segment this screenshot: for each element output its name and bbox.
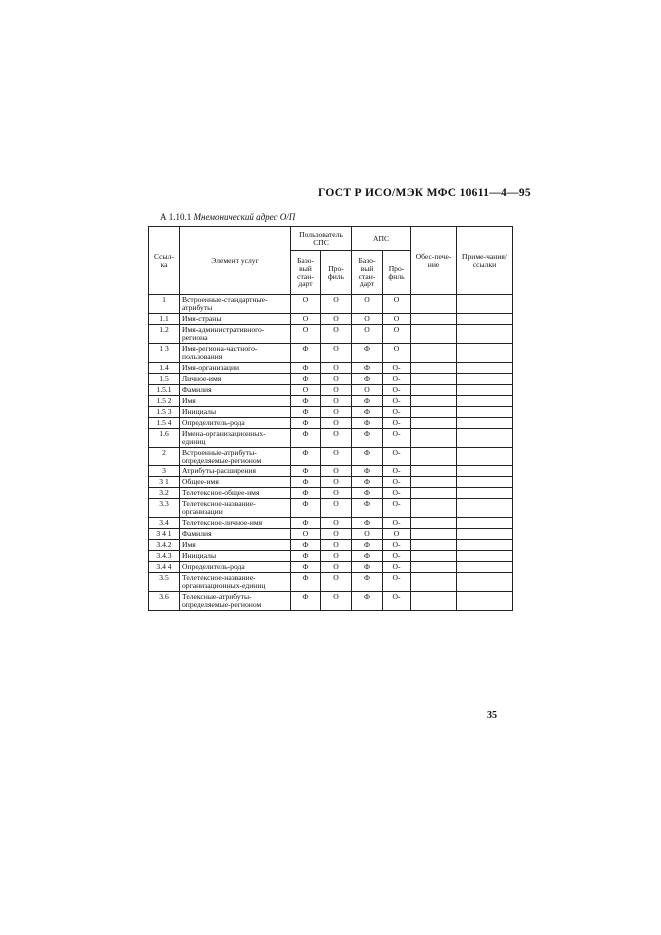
header-aps-group: АПС xyxy=(352,227,411,251)
row-provision xyxy=(411,324,457,343)
row-aps-base: О xyxy=(352,295,383,314)
row-notes xyxy=(457,324,513,343)
row-provision xyxy=(411,428,457,447)
table-row xyxy=(149,373,513,384)
table-row xyxy=(149,488,513,499)
row-ref: 2 xyxy=(149,447,180,466)
row-provision xyxy=(411,406,457,417)
row-aps-profile: О- xyxy=(383,540,411,551)
table-row xyxy=(149,395,513,406)
header-element: Элемент услуг xyxy=(180,227,291,295)
row-aps-base: Ф xyxy=(352,343,383,362)
row-notes xyxy=(457,395,513,406)
row-ref: 1.5 3 xyxy=(149,406,180,417)
row-element: Телетексное-личное-имя xyxy=(180,518,291,529)
table-row xyxy=(149,529,513,540)
row-ref: 3.2 xyxy=(149,488,180,499)
row-aps-base: О xyxy=(352,384,383,395)
table-row xyxy=(149,343,513,362)
table-row xyxy=(149,362,513,373)
row-aps-base: Ф xyxy=(352,540,383,551)
table-row xyxy=(149,573,513,592)
row-notes xyxy=(457,499,513,518)
row-aps-profile: О xyxy=(383,313,411,324)
row-ref: 1.5 4 xyxy=(149,417,180,428)
row-user-profile: О xyxy=(321,477,352,488)
row-provision xyxy=(411,573,457,592)
table-row xyxy=(149,540,513,551)
row-provision xyxy=(411,551,457,562)
row-provision xyxy=(411,499,457,518)
row-element: Телетексное-название-организационных-единиц xyxy=(180,573,291,592)
row-element: Имя xyxy=(180,395,291,406)
row-notes xyxy=(457,295,513,314)
row-aps-profile: О- xyxy=(383,466,411,477)
row-aps-base: Ф xyxy=(352,592,383,611)
row-provision xyxy=(411,295,457,314)
row-user-profile: О xyxy=(321,395,352,406)
row-user-base: Ф xyxy=(291,573,321,592)
row-user-base: О xyxy=(291,324,321,343)
row-element: Атрибуты-расширения xyxy=(180,466,291,477)
row-notes xyxy=(457,573,513,592)
row-aps-base: Ф xyxy=(352,406,383,417)
row-element: Инициалы xyxy=(180,406,291,417)
row-ref: 1 3 xyxy=(149,343,180,362)
row-notes xyxy=(457,529,513,540)
row-user-base: Ф xyxy=(291,592,321,611)
row-aps-profile: О xyxy=(383,324,411,343)
row-aps-base: О xyxy=(352,324,383,343)
mnemonic-address-table xyxy=(148,226,513,611)
row-aps-base: Ф xyxy=(352,499,383,518)
row-aps-profile: О xyxy=(383,343,411,362)
row-user-profile: О xyxy=(321,373,352,384)
table-row xyxy=(149,295,513,314)
row-user-profile: О xyxy=(321,324,352,343)
row-provision xyxy=(411,313,457,324)
row-aps-profile: О- xyxy=(383,562,411,573)
table-row xyxy=(149,384,513,395)
row-ref: 3.5 xyxy=(149,573,180,592)
row-element: Имя-страны xyxy=(180,313,291,324)
row-element: Имя-региона-частного-пользования xyxy=(180,343,291,362)
row-aps-base: Ф xyxy=(352,447,383,466)
row-provision xyxy=(411,395,457,406)
row-notes xyxy=(457,373,513,384)
row-notes xyxy=(457,488,513,499)
row-user-base: О xyxy=(291,384,321,395)
row-user-base: Ф xyxy=(291,428,321,447)
row-user-profile: О xyxy=(321,488,352,499)
row-notes xyxy=(457,447,513,466)
document-header: ГОСТ Р ИСО/МЭК МФС 10611—4—95 xyxy=(318,187,531,199)
header-user-base: Базо-вый стан-дарт xyxy=(291,251,321,295)
row-notes xyxy=(457,562,513,573)
row-user-profile: О xyxy=(321,529,352,540)
row-aps-base: Ф xyxy=(352,488,383,499)
row-ref: 3 1 xyxy=(149,477,180,488)
row-element: Личное-имя xyxy=(180,373,291,384)
row-ref: 1.1 xyxy=(149,313,180,324)
row-element: Встроенные-атрибуты-определяемые-регионом xyxy=(180,447,291,466)
row-aps-profile: О- xyxy=(383,373,411,384)
row-ref: 3.4 4 xyxy=(149,562,180,573)
table-row xyxy=(149,551,513,562)
row-element: Фамилия xyxy=(180,529,291,540)
row-aps-profile: О- xyxy=(383,384,411,395)
row-aps-profile: О- xyxy=(383,499,411,518)
row-aps-base: О xyxy=(352,313,383,324)
row-element: Имя-организации xyxy=(180,362,291,373)
table-row xyxy=(149,447,513,466)
row-ref: 1 xyxy=(149,295,180,314)
row-user-base: Ф xyxy=(291,343,321,362)
row-provision xyxy=(411,592,457,611)
row-element: Инициалы xyxy=(180,551,291,562)
row-notes xyxy=(457,406,513,417)
row-aps-profile: О- xyxy=(383,573,411,592)
row-aps-profile: О- xyxy=(383,551,411,562)
caption-number: А 1.10.1 xyxy=(160,212,192,222)
row-provision xyxy=(411,417,457,428)
table-row xyxy=(149,592,513,611)
row-aps-base: Ф xyxy=(352,362,383,373)
page-number: 35 xyxy=(487,710,497,721)
row-user-base: Ф xyxy=(291,540,321,551)
table-row xyxy=(149,477,513,488)
row-ref: 1.5.1 xyxy=(149,384,180,395)
row-user-profile: О xyxy=(321,518,352,529)
row-element: Имя-административного-региона xyxy=(180,324,291,343)
row-provision xyxy=(411,540,457,551)
row-aps-profile: О- xyxy=(383,518,411,529)
row-provision xyxy=(411,362,457,373)
row-aps-base: Ф xyxy=(352,395,383,406)
row-aps-profile: О- xyxy=(383,395,411,406)
row-provision xyxy=(411,373,457,384)
row-aps-base: О xyxy=(352,529,383,540)
row-aps-profile: О- xyxy=(383,592,411,611)
row-ref: 1.2 xyxy=(149,324,180,343)
table-row xyxy=(149,313,513,324)
row-provision xyxy=(411,466,457,477)
row-user-profile: О xyxy=(321,466,352,477)
row-element: Фамилия xyxy=(180,384,291,395)
row-element: Телетексное-общее-имя xyxy=(180,488,291,499)
row-ref: 1.5 2 xyxy=(149,395,180,406)
header-ref: Ссыл-ка xyxy=(149,227,180,295)
header-user-profile: Про-филь xyxy=(321,251,352,295)
row-provision xyxy=(411,477,457,488)
row-user-profile: О xyxy=(321,343,352,362)
row-user-base: Ф xyxy=(291,488,321,499)
row-notes xyxy=(457,518,513,529)
row-user-base: Ф xyxy=(291,562,321,573)
row-element: Телексные-атрибуты-определяемые-регионом xyxy=(180,592,291,611)
row-aps-base: Ф xyxy=(352,477,383,488)
row-element: Определитель-рода xyxy=(180,417,291,428)
table-row xyxy=(149,466,513,477)
row-user-base: О xyxy=(291,529,321,540)
row-aps-base: Ф xyxy=(352,518,383,529)
row-ref: 3.6 xyxy=(149,592,180,611)
row-element: Телетексное-название-организации xyxy=(180,499,291,518)
row-user-base: Ф xyxy=(291,362,321,373)
row-aps-base: Ф xyxy=(352,428,383,447)
row-ref: 1.4 xyxy=(149,362,180,373)
row-user-base: Ф xyxy=(291,395,321,406)
row-ref: 3.4 xyxy=(149,518,180,529)
row-user-profile: О xyxy=(321,499,352,518)
row-notes xyxy=(457,540,513,551)
table-row xyxy=(149,406,513,417)
row-ref: 1.6 xyxy=(149,428,180,447)
row-user-base: Ф xyxy=(291,373,321,384)
row-aps-profile: О- xyxy=(383,428,411,447)
row-user-profile: О xyxy=(321,428,352,447)
row-aps-base: Ф xyxy=(352,417,383,428)
row-provision xyxy=(411,529,457,540)
row-aps-base: Ф xyxy=(352,562,383,573)
row-ref: 3.4.3 xyxy=(149,551,180,562)
row-element: Встроенные-стандартные-атрибуты xyxy=(180,295,291,314)
row-provision xyxy=(411,447,457,466)
row-notes xyxy=(457,592,513,611)
row-user-profile: О xyxy=(321,295,352,314)
row-aps-profile: О- xyxy=(383,406,411,417)
row-aps-base: Ф xyxy=(352,373,383,384)
row-aps-base: Ф xyxy=(352,573,383,592)
row-ref: 1.5 xyxy=(149,373,180,384)
table-row xyxy=(149,324,513,343)
row-user-profile: О xyxy=(321,447,352,466)
row-element: Имена-организационных-единиц xyxy=(180,428,291,447)
row-user-profile: О xyxy=(321,362,352,373)
header-provision: Обес-пече-ние xyxy=(411,227,457,295)
row-user-base: Ф xyxy=(291,518,321,529)
row-user-base: Ф xyxy=(291,406,321,417)
row-notes xyxy=(457,384,513,395)
row-user-profile: О xyxy=(321,313,352,324)
row-notes xyxy=(457,343,513,362)
table-row xyxy=(149,417,513,428)
row-notes xyxy=(457,466,513,477)
row-user-base: О xyxy=(291,295,321,314)
header-notes: Приме-чания/ссылки xyxy=(457,227,513,295)
row-ref: 3 xyxy=(149,466,180,477)
row-user-profile: О xyxy=(321,540,352,551)
header-user-group: Пользователь СПС xyxy=(291,227,352,251)
row-element: Определитель-рода xyxy=(180,562,291,573)
row-provision xyxy=(411,343,457,362)
row-element: Имя xyxy=(180,540,291,551)
row-user-base: Ф xyxy=(291,447,321,466)
table-row xyxy=(149,499,513,518)
row-user-base: Ф xyxy=(291,499,321,518)
row-user-profile: О xyxy=(321,562,352,573)
row-ref: 3.3 xyxy=(149,499,180,518)
row-notes xyxy=(457,428,513,447)
row-notes xyxy=(457,313,513,324)
row-aps-profile: О- xyxy=(383,362,411,373)
row-user-base: Ф xyxy=(291,417,321,428)
row-notes xyxy=(457,417,513,428)
row-notes xyxy=(457,477,513,488)
table-row xyxy=(149,428,513,447)
row-provision xyxy=(411,518,457,529)
row-aps-base: Ф xyxy=(352,466,383,477)
table-row xyxy=(149,518,513,529)
row-aps-profile: О- xyxy=(383,488,411,499)
row-notes xyxy=(457,551,513,562)
row-provision xyxy=(411,562,457,573)
row-provision xyxy=(411,384,457,395)
row-aps-profile: О- xyxy=(383,417,411,428)
row-user-profile: О xyxy=(321,384,352,395)
header-aps-profile: Про-филь xyxy=(383,251,411,295)
row-provision xyxy=(411,488,457,499)
row-ref: 3 4 1 xyxy=(149,529,180,540)
row-user-base: Ф xyxy=(291,466,321,477)
row-aps-profile: О- xyxy=(383,447,411,466)
row-user-profile: О xyxy=(321,406,352,417)
caption-title: Мнемонический адрес О/П xyxy=(193,212,296,222)
row-user-profile: О xyxy=(321,417,352,428)
row-user-profile: О xyxy=(321,592,352,611)
row-user-profile: О xyxy=(321,573,352,592)
row-notes xyxy=(457,362,513,373)
row-user-base: Ф xyxy=(291,551,321,562)
row-element: Общее-имя xyxy=(180,477,291,488)
row-aps-profile: О xyxy=(383,529,411,540)
table-caption xyxy=(160,212,295,222)
table-row xyxy=(149,562,513,573)
row-ref: 3.4.2 xyxy=(149,540,180,551)
header-aps-base: Базо-вый стан-дарт xyxy=(352,251,383,295)
row-user-profile: О xyxy=(321,551,352,562)
table-body xyxy=(149,295,513,611)
row-user-base: Ф xyxy=(291,477,321,488)
row-aps-profile: О xyxy=(383,295,411,314)
row-aps-profile: О- xyxy=(383,477,411,488)
row-user-base: О xyxy=(291,313,321,324)
row-aps-base: Ф xyxy=(352,551,383,562)
